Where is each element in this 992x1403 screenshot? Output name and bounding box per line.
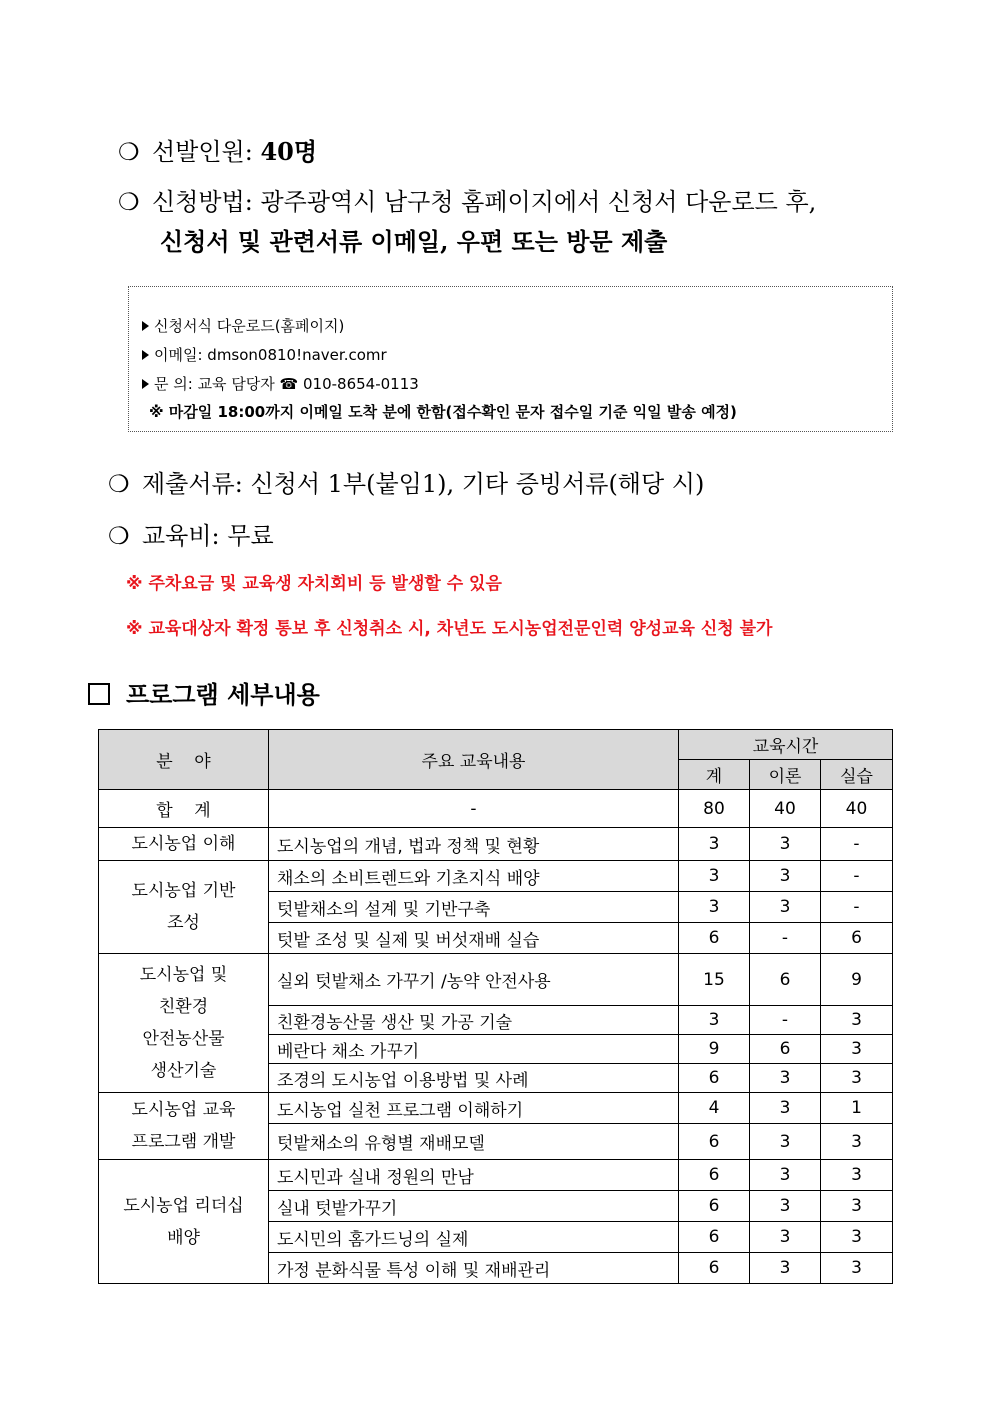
download-line: 신청서식 다운로드(홈페이지) xyxy=(142,315,344,336)
summary-total: 80 xyxy=(679,790,750,828)
application-info-box xyxy=(128,286,893,432)
selection-value: 40명 xyxy=(260,137,318,166)
summary-theory: 40 xyxy=(750,790,821,828)
program-heading-text: 프로그램 세부내용 xyxy=(126,681,320,709)
total-cell: 6 xyxy=(679,923,750,954)
content-cell: 베란다 채소 가꾸기 xyxy=(269,1035,679,1064)
theory-cell: 6 xyxy=(750,954,821,1006)
total-cell: 6 xyxy=(679,1191,750,1222)
field-cell: 도시농업 이해 xyxy=(99,828,269,861)
header-field: 분 야 xyxy=(99,730,269,790)
circle-bullet-icon: ❍ xyxy=(108,522,130,550)
total-cell: 3 xyxy=(679,861,750,892)
header-hours: 교육시간 xyxy=(679,730,893,760)
practice-cell: - xyxy=(821,828,893,861)
cancellation-note: ※ 교육대상자 확정 통보 후 신청취소 시, 차년도 도시농업전문인력 양성교육 신청 불가 xyxy=(126,619,773,639)
total-cell: 6 xyxy=(679,1222,750,1253)
practice-cell: 3 xyxy=(821,1124,893,1160)
content-cell: 도시농업 실천 프로그램 이해하기 xyxy=(269,1093,679,1124)
total-cell: 4 xyxy=(679,1093,750,1124)
practice-cell: 3 xyxy=(821,1035,893,1064)
content-cell: 가정 분화식물 특성 이해 및 재배관리 xyxy=(269,1253,679,1284)
parking-note: ※ 주차요금 및 교육생 자치회비 등 발생할 수 있음 xyxy=(126,574,502,594)
deadline-note: ※ 마감일 18:00까지 이메일 도착 분에 한함(접수확인 문자 접수일 기준 익일 발송 예정) xyxy=(149,403,737,421)
contact-line: 문 의: 교육 담당자 ☎ 010-8654-0113 xyxy=(142,373,419,394)
content-cell: 채소의 소비트렌드와 기초지식 배양 xyxy=(269,861,679,892)
header-practice: 실습 xyxy=(821,760,893,790)
field-cell: 도시농업 및 친환경 안전농산물 생산기술 xyxy=(99,954,269,1093)
practice-cell: 9 xyxy=(821,954,893,1006)
program-table xyxy=(98,729,893,1284)
program-heading xyxy=(88,675,320,710)
table-row xyxy=(99,828,893,861)
theory-cell: 3 xyxy=(750,1160,821,1191)
fee-text: 교육비: 무료 xyxy=(142,522,274,550)
total-cell: 6 xyxy=(679,1253,750,1284)
content-cell: 텃밭채소의 설계 및 기반구축 xyxy=(269,892,679,923)
total-cell: 3 xyxy=(679,1006,750,1035)
table-row xyxy=(99,954,893,1006)
practice-cell: 3 xyxy=(821,1160,893,1191)
summary-practice: 40 xyxy=(821,790,893,828)
summary-content: - xyxy=(269,790,679,828)
fee-line xyxy=(108,516,274,551)
email-line: 이메일: dmson0810!naver.comr xyxy=(142,344,387,365)
total-cell: 6 xyxy=(679,1160,750,1191)
theory-cell: - xyxy=(750,1006,821,1035)
theory-cell: 3 xyxy=(750,1064,821,1093)
theory-cell: 3 xyxy=(750,1093,821,1124)
header-content: 주요 교육내용 xyxy=(269,730,679,790)
summary-label: 합 계 xyxy=(99,790,269,828)
method-label: 신청방법: 광주광역시 남구청 홈페이지에서 신청서 다운로드 후, xyxy=(152,188,817,216)
triangle-bullet-icon xyxy=(142,350,149,360)
total-cell: 6 xyxy=(679,1124,750,1160)
circle-bullet-icon: ❍ xyxy=(118,138,140,166)
content-cell: 도시농업의 개념, 법과 정책 및 현황 xyxy=(269,828,679,861)
practice-cell: 3 xyxy=(821,1064,893,1093)
table-row xyxy=(99,1093,893,1124)
total-cell: 3 xyxy=(679,892,750,923)
documents-text: 제출서류: 신청서 1부(붙임1), 기타 증빙서류(해당 시) xyxy=(142,470,705,498)
table-row xyxy=(99,861,893,892)
total-cell: 3 xyxy=(679,828,750,861)
field-cell: 도시농업 리더십 배양 xyxy=(99,1160,269,1284)
content-cell: 도시민과 실내 정원의 만남 xyxy=(269,1160,679,1191)
total-cell: 15 xyxy=(679,954,750,1006)
content-cell: 실내 텃밭가꾸기 xyxy=(269,1191,679,1222)
triangle-bullet-icon xyxy=(142,379,149,389)
practice-cell: 3 xyxy=(821,1191,893,1222)
theory-cell: 3 xyxy=(750,892,821,923)
table-row xyxy=(99,1160,893,1191)
practice-cell: 1 xyxy=(821,1093,893,1124)
theory-cell: 3 xyxy=(750,1253,821,1284)
theory-cell: 3 xyxy=(750,1222,821,1253)
practice-cell: 3 xyxy=(821,1006,893,1035)
documents-line xyxy=(108,464,704,499)
method-line2: 신청서 및 관련서류 이메일, 우편 또는 방문 제출 xyxy=(160,227,668,256)
field-cell: 도시농업 교육 프로그램 개발 xyxy=(99,1093,269,1160)
content-cell: 텃밭 조성 및 실제 및 버섯재배 실습 xyxy=(269,923,679,954)
total-cell: 6 xyxy=(679,1064,750,1093)
theory-cell: 3 xyxy=(750,1124,821,1160)
header-theory: 이론 xyxy=(750,760,821,790)
theory-cell: 3 xyxy=(750,861,821,892)
practice-cell: 3 xyxy=(821,1222,893,1253)
circle-bullet-icon: ❍ xyxy=(108,470,130,498)
summary-row xyxy=(99,790,893,828)
content-cell: 실외 텃밭채소 가꾸기 /농약 안전사용 xyxy=(269,954,679,1006)
content-cell: 친환경농산물 생산 및 가공 기술 xyxy=(269,1006,679,1035)
triangle-bullet-icon xyxy=(142,321,149,331)
total-cell: 9 xyxy=(679,1035,750,1064)
content-cell: 조경의 도시농업 이용방법 및 사례 xyxy=(269,1064,679,1093)
theory-cell: 6 xyxy=(750,1035,821,1064)
theory-cell: 3 xyxy=(750,828,821,861)
selection-label: 선발인원: xyxy=(152,138,261,166)
practice-cell: - xyxy=(821,861,893,892)
practice-cell: 3 xyxy=(821,1253,893,1284)
theory-cell: - xyxy=(750,923,821,954)
practice-cell: 6 xyxy=(821,923,893,954)
practice-cell: - xyxy=(821,892,893,923)
content-cell: 도시민의 홈가드닝의 실제 xyxy=(269,1222,679,1253)
content-cell: 텃밭채소의 유형별 재배모델 xyxy=(269,1124,679,1160)
checkbox-square-icon xyxy=(88,683,110,705)
field-cell: 도시농업 기반 조성 xyxy=(99,861,269,954)
theory-cell: 3 xyxy=(750,1191,821,1222)
selection-line xyxy=(118,132,317,167)
header-total: 계 xyxy=(679,760,750,790)
circle-bullet-icon: ❍ xyxy=(118,188,140,216)
method-line xyxy=(118,182,816,217)
